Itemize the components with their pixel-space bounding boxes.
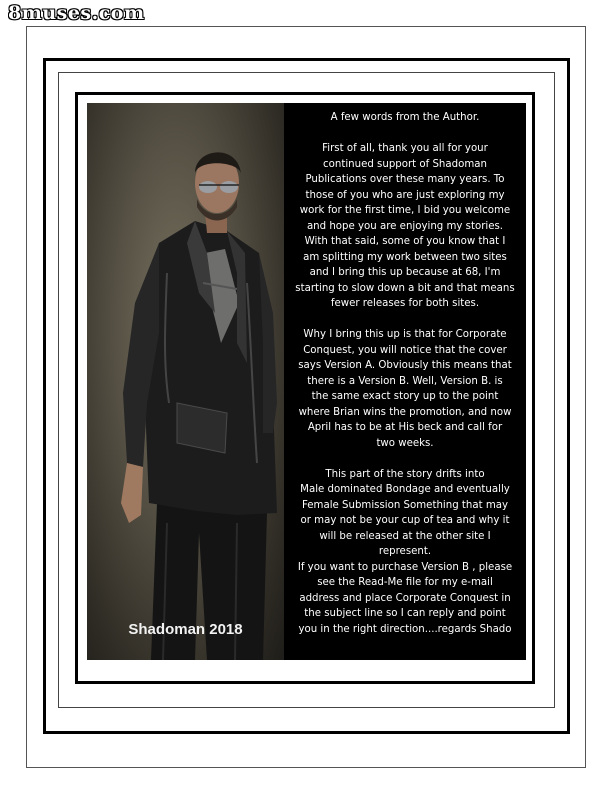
letter-line: Conquest, you will notice that the cover [303,344,507,356]
letter-line: work for the first time, I bid you welcome [299,205,511,216]
letter-line: see the Read-Me file for my e-mail [317,577,493,588]
letter-line: where Brian wins the promotion, and now [298,406,512,418]
letter-line: am splitting my work between two sites [303,251,507,263]
letter-line: will be released at the other site I [319,530,491,542]
letter-line: the same exact story up to the point [311,391,499,402]
letter-paragraph-3 [287,467,523,638]
letter-line: starting to slow down a bit and that means [295,282,515,294]
letter-line: Why I bring this up is that for Corporate [303,329,507,340]
letter-line: First of all, thank you all for your [322,143,488,154]
letter-line: Publications over these many years. To [305,174,505,185]
letter-line: those of you who are just exploring my [305,189,505,201]
author-portrait-art [87,103,284,660]
letter-line: the subject line so I can reply and point [304,608,506,619]
letter-line: and I bring this up because at 68, I'm [309,267,501,278]
letter-line: address and place Corporate Conquest in [299,592,511,604]
letter-line: says Version A. Obviously this means that [298,360,512,371]
author-note-panel [87,103,526,660]
letter-line: fewer releases for both sites. [330,298,480,309]
site-watermark: 8muses.com [8,2,145,24]
letter-paragraph-1 [287,141,523,312]
man-figure-illustration [87,103,284,660]
letter-line: Female Submission Something that may [301,499,509,511]
letter-line: and hope you are enjoying my stories. [306,220,504,232]
letter-line: or may not be your cup of tea and why it [300,515,510,526]
letter-line: Male dominated Bondage and eventually [300,484,510,495]
letter-line: If you want to purchase Version B , please [297,561,513,573]
letter-paragraph-2 [287,327,523,451]
author-letter [284,103,526,660]
artist-credit: Shadoman 2018 [128,621,243,638]
letter-line: April has to be at His beck and call for [307,422,503,433]
letter-title: A few words from the Author. [330,112,480,123]
letter-line: you in the right direction....regards Shado [298,623,512,635]
letter-line: represent. [378,546,432,557]
letter-line: This part of the story drifts into [325,468,485,480]
letter-line: continued support of Shadoman [323,158,487,170]
letter-line: two weeks. [376,437,434,449]
letter-line: With that said, some of you know that I [304,236,506,247]
letter-line: there is a Version B. Well, Version B. is [307,375,503,387]
